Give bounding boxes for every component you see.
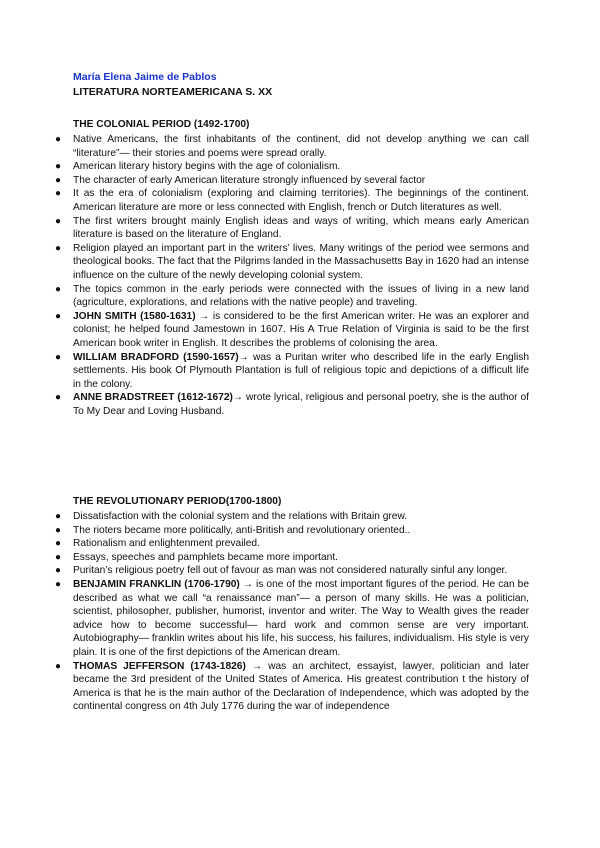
item-heading: WILLIAM BRADFORD (1590-1657) — [73, 351, 239, 363]
item-text: Religion played an important part in the writers’ lives. Many writings of the period wee sermons and theological books. The fact that the Pilgrims landed in the Massachusetts Bay in 1620 had an intense influence on the culture of the newly developing colonial system. — [73, 242, 529, 281]
item-text: American literary history begins with the age of colonialism. — [73, 161, 341, 173]
list-item — [0, 160, 529, 174]
item-text: → was a Puritan writer who described life in the early English settlements. His book Of Plymouth Plantation is full of religious topic and depictions of a difficult life in the colony. — [73, 351, 529, 390]
section-title-revolutionary: THE REVOLUTIONARY PERIOD(1700-1800) — [73, 496, 282, 507]
item-text: The rioters became more politically, anti-British and revolutionary oriented.. — [73, 524, 411, 536]
list-item — [0, 174, 529, 188]
bullet-icon: ● — [55, 660, 62, 672]
item-heading: THOMAS JEFFERSON (1743-1826) — [73, 660, 246, 672]
item-text: It as the era of colonialism (exploring and claiming territories). The beginnings of the continent. American literature are more or less connected with English, french or Dutch literatures as well. — [73, 188, 529, 213]
list-item — [0, 310, 529, 351]
bullet-icon: ● — [55, 283, 62, 295]
list-item — [0, 133, 529, 160]
item-text: → was an architect, essayist, lawyer, politician and later became the 3rd president of the United States of America. His greatest contribution t the history of America is that he is the main author of the Declaration of Independence, which was adopted by the continental congress on 4th July 1776 during the war of independence — [73, 660, 530, 713]
list-item — [0, 283, 529, 310]
bullet-icon: ● — [55, 188, 62, 200]
section-title-colonial: THE COLONIAL PERIOD (1492-1700) — [73, 119, 250, 130]
list-item — [0, 242, 529, 283]
list-item — [0, 391, 529, 418]
item-text: The first writers brought mainly English ideas and ways of writing, which means early American literature is based on the literature of England. — [73, 215, 529, 241]
list-item — [0, 351, 529, 392]
bullet-icon: ● — [55, 538, 62, 550]
list-item — [0, 551, 529, 565]
bullet-icon: ● — [55, 310, 62, 322]
list-item — [0, 187, 529, 214]
list-item — [0, 510, 529, 524]
item-text: The character of early American literature strongly influenced by several factor — [73, 174, 426, 186]
item-heading: BENJAMIN FRANKLIN (1706-1790) — [73, 578, 240, 590]
bullet-icon: ● — [55, 161, 62, 173]
bullet-icon: ● — [55, 215, 62, 227]
item-text: → is one of the most important figures of the period. He can be described as what we call “a renaissance man”— a person of many skills. He was a politician, scientist, philosopher, publisher, humorist, inventor and writer. The Way to Wealth gives the reader advice how to become successful— hard work and common sense are very important. Autobiography— franklin writes about his life, his success, his failures, individualism. His style is very plain. It is one of the first depictions of the American dream. — [73, 578, 529, 658]
item-text: Dissatisfaction with the colonial system and the relations with Britain grew. — [73, 511, 408, 522]
bullet-icon: ● — [55, 578, 62, 590]
bullet-icon: ● — [55, 392, 62, 404]
item-text: Native Americans, the first inhabitants of the continent, did not develop anything we can call “literature”— their stories and poems were spread orally. — [73, 134, 529, 159]
list-item — [0, 524, 529, 538]
bullet-icon: ● — [55, 551, 62, 563]
list-item — [0, 660, 529, 714]
item-text: Essays, speeches and pamphlets became more important. — [73, 551, 339, 563]
revolutionary-bullet-list — [0, 510, 529, 714]
bullet-icon: ● — [55, 242, 62, 254]
bullet-icon: ● — [55, 134, 62, 145]
item-text: Rationalism and enlightenment prevailed. — [73, 538, 260, 550]
bullet-icon: ● — [55, 565, 62, 577]
bullet-icon: ● — [55, 351, 62, 363]
bullet-icon: ● — [55, 524, 62, 536]
list-item — [0, 564, 529, 578]
item-heading: ANNE BRADSTREET (1612-1672) — [73, 392, 233, 404]
item-text: Puritan’s religious poetry fell out of favour as man was not considered naturally sinful any longer. — [73, 565, 508, 577]
colonial-bullet-list — [0, 133, 529, 418]
item-text: → wrote lyrical, religious and personal poetry, she is the author of To My Dear and Loving Husband. — [73, 392, 529, 417]
author-name: María Elena Jaime de Pablos — [73, 71, 217, 83]
bullet-icon: ● — [55, 174, 62, 186]
item-text: → is considered to be the first American writer. He was an explorer and colonist; he helped found Jamestown in 1607. His A True Relation of Virginia is said to be the first American book writer in English. It describes the problems of colonising the area. — [73, 310, 529, 349]
item-heading: JOHN SMITH (1580-1631) — [73, 310, 196, 322]
list-item — [0, 215, 529, 242]
course-title: LITERATURA NORTEAMERICANA S. XX — [73, 86, 273, 98]
bullet-icon: ● — [55, 511, 62, 522]
list-item — [0, 578, 529, 660]
list-item — [0, 537, 529, 551]
item-text: The topics common in the early periods were connected with the issues of living in a new land (agriculture, explorations, and relations with the native people) and traveling. — [73, 283, 529, 309]
